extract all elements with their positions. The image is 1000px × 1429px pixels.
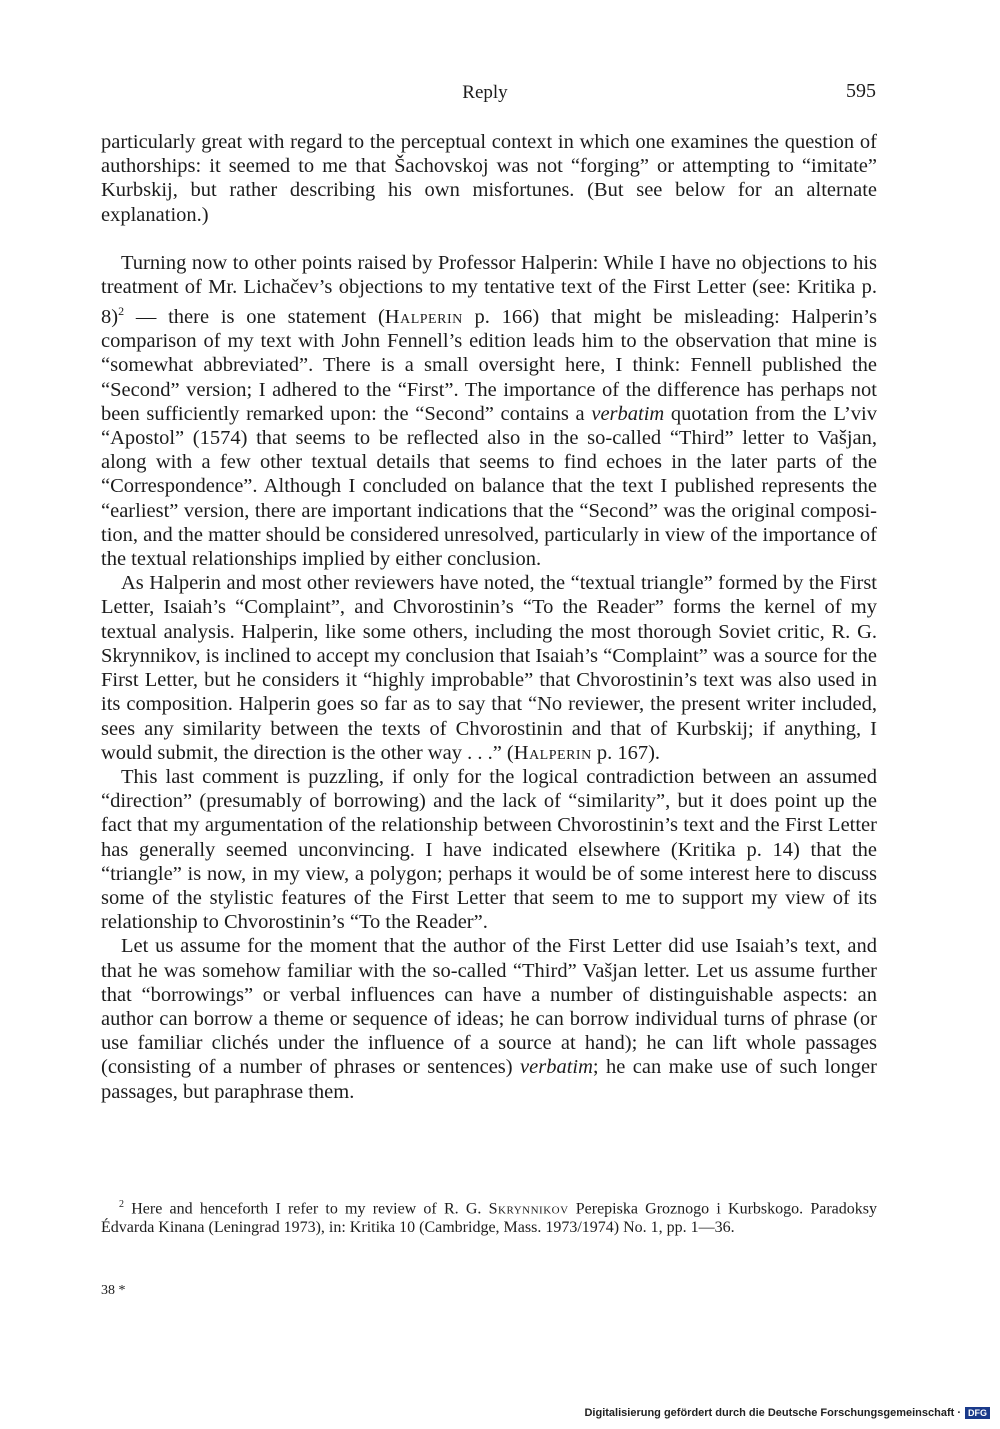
paragraph-3-text-b: p. 167).: [591, 741, 661, 764]
paragraph-3: [101, 571, 877, 765]
author-citation: Halperin: [384, 306, 463, 329]
paragraph-2-text-a: Turning now to other points raised by Professor Halperin: While I have no objections to his treatment of Mr. Lichačev’s objections to my tentative text of the First Letter (see: Kritika p. 8): [101, 251, 877, 329]
page-number: 595: [846, 80, 876, 102]
footnote: [101, 1195, 877, 1237]
paragraph-2: [101, 251, 877, 571]
body-text: [101, 130, 877, 1104]
author-citation: Skrynnikov: [488, 1200, 569, 1218]
footnote-reference: 2: [118, 304, 125, 319]
paragraph-5-text-a: Let us assume for the moment that the author of the First Letter did use Isaiah’s text, and that he was somehow familiar with the so-called “Third” Vašjan letter. Let us assume further that “borrowings” or verbal influences can have a number of distinguishable aspects: an author can borrow a theme or sequence of ideas; he can borrow individual turns of phrase (or use familiar clichés under the influence of a source at hand); he can lift whole passages (consisting of a number of phrases or sentences): [101, 935, 877, 1079]
paragraph-5: [101, 934, 877, 1103]
paragraph-2-text-b: — there is one statement (: [124, 306, 385, 329]
footnote-2: [101, 1195, 877, 1237]
paragraph-5-text-b: ; he can make use of such longer passages, but paraphrase them.: [101, 1056, 877, 1103]
italic-term: verbatim: [520, 1056, 593, 1079]
paragraph-3-text-a: As Halperin and most other reviewers have noted, the “textual triangle” formed by the First Letter, Isaiah’s “Complaint”, and Chvorostinin’s “To the Reader” forms the kernel of my textual analysis. Halperin, like some others, including the most thorough Soviet critic, R. G. Skrynnikov, is inclined to accept my conclusion that Isaiah’s “Complaint” was a source for the First Letter, but he considers it “highly improbable” that Chvorostinin’s text was also used in its composition. Halperin goes so far as to say that “No reviewer, the present writer included, sees any similarity between the texts of Chvorostinin and that of Kurbskij; if anything, I would submit, the direction is the other way . . .” (: [101, 572, 877, 764]
footnote-text-a: Here and henceforth I refer to my review of R. G.: [124, 1200, 489, 1218]
running-header-title: Reply: [462, 82, 508, 103]
paragraph-2-text-d: quotation from the L’viv “Apostol” (1574) that seems to be reflected also in the so-called “Third” letter to Vašjan, along with a few other textual details that seems to find echoes in the later parts of the “Correspondence”. Although I concluded on balance that the text I published represents the “earliest” version, there are important indications that the “Second” was the original composition, and the matter should be considered unresolved, particularly in view of the importance of the textual relationships implied by either conclusion.: [101, 402, 877, 571]
footnote-text-b: Perepiska Groznogo i Kurbskogo. Paradoksy Édvarda Kinana (Leningrad 1973), in: Kritika 10 (Cambridge, Mass. 1973/1974) No. 1, pp. 1—36.: [101, 1200, 877, 1237]
author-citation: Halperin: [513, 741, 592, 764]
credit-text: Digitalisierung gefördert durch die Deutsche Forschungsgemeinschaft ·: [584, 1407, 961, 1419]
digitization-credit: [584, 1407, 990, 1419]
printer-signature: 38 *: [101, 1283, 126, 1298]
paragraph-1: particularly great with regard to the perceptual context in which one examines the question of authorships: it seemed to me that Šachovskoj was not “forging” or attempting to “imitate” Kurbskij, but rather describing his own misfortunes. (But see below for an alternate explanation.): [101, 131, 877, 226]
paragraph-2-text-c: p. 166) that might be misleading: Halperin’s comparison of my text with John Fennell’s edition leads him to the observation that mine is “somewhat abbreviated”. There is a small oversight here, I think: Fennell published the “Second” version; I adhered to the “First”. The importance of the difference has perhaps not been sufficiently remarked upon: the “Second” contains a: [101, 306, 877, 425]
footnote-mark: 2: [119, 1199, 124, 1210]
dfg-logo: DFG: [965, 1407, 990, 1419]
paragraph-4: This last comment is puzzling, if only for the logical contradiction between an assumed “direction” (presumably of borrowing) and the lack of “similarity”, but it does point up the fact that my argumentation of the relationship between Chvorostinin’s text and the First Letter has generally seemed unconvincing. I have indicated elsewhere (Kritika p. 14) that the “triangle” is now, in my view, a polygon; perhaps it would be of some interest here to discuss some of the stylistic features of the First Letter that seem to me to support my view of its relationship to Chvorostinin’s “To the Reader”.: [101, 765, 877, 934]
italic-term: verbatim: [591, 402, 665, 425]
